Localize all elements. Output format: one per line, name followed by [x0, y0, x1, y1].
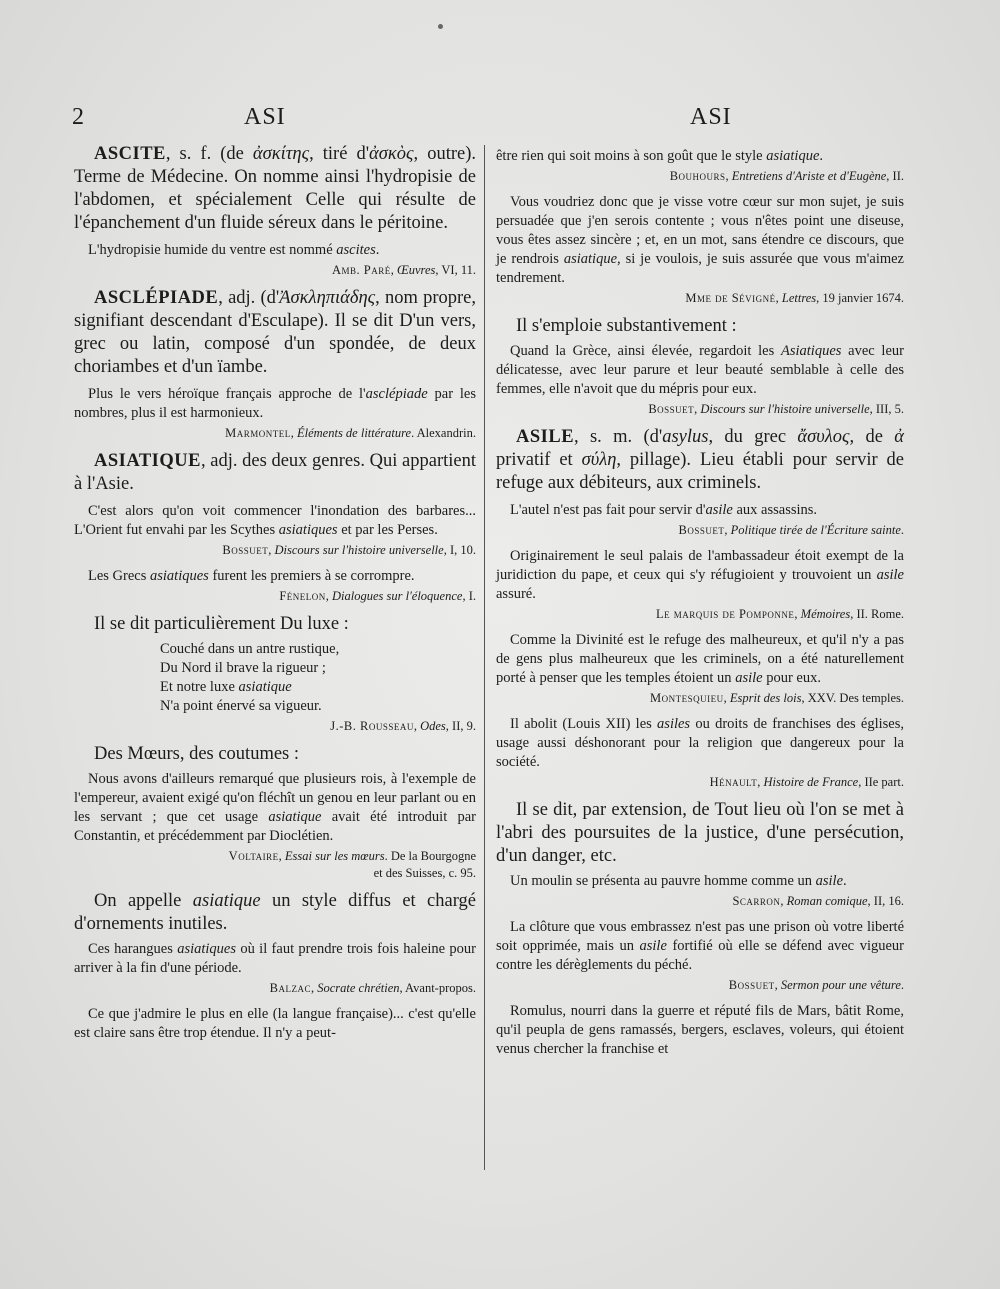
quotation: La clôture que vous embrassez n'est pas une prison où votre liberté soit opprimée, mais un asile fortifié où elle se défend avec vigueur contre les dérèglements du péché.: [496, 919, 904, 973]
citation: Amb. Paré, Œuvres, VI, 11.: [331, 263, 476, 277]
print-speck: [438, 24, 443, 29]
quotation: Un moulin se présenta au pauvre homme comme un asile.: [510, 873, 847, 889]
citation: Bossuet, Politique tirée de l'Écriture sainte.: [678, 523, 904, 537]
citation: Bouhours, Entretiens d'Ariste et d'Eugène, II.: [669, 169, 904, 183]
quotation: Ce que j'admire le plus en elle (la langue française)... c'est qu'elle est claire sans être trop étendue. Il n'y a peut-: [74, 1006, 476, 1041]
quotation: L'hydropisie humide du ventre est nommé ascites.: [88, 242, 380, 258]
entry-asile: ASILE, s. m. (d'asylus, du grec ἄσυλος, de ἀ privatif et σύλη, pillage). Lieu établi pour servir de refuge aux débiteurs, aux criminels.: [496, 427, 904, 493]
quotation: Nous avons d'ailleurs remarqué que plusieurs rois, à l'exemple de l'empereur, avaient exigé qu'on fléchît un genou en leur parlant ou en les servant ; que cet usage asiatique avait été introduit par Constantin, et précédemment par Dioclétien.: [74, 771, 476, 844]
citation: Scarron, Roman comique, II, 16.: [732, 894, 904, 908]
citation: Balzac, Socrate chrétien, Avant-propos.: [269, 981, 476, 995]
citation: Hénault, Histoire de France, IIe part.: [709, 775, 904, 789]
quotation: Plus le vers héroïque français approche de l'asclépiade par les nombres, plus il est harmonieux.: [74, 386, 476, 421]
sense-heading: Il s'emploie substantivement :: [516, 316, 737, 336]
quotation: être rien qui soit moins à son goût que le style asiatique.: [496, 148, 824, 164]
sense-heading: Des Mœurs, des coutumes :: [94, 744, 300, 764]
headword: ASCLÉPIADE: [94, 288, 219, 308]
entry-asiatique: ASIATIQUE, adj. des deux genres. Qui appartient à l'Asie.: [74, 451, 476, 494]
left-column: [74, 143, 476, 1044]
citation: Bossuet, Sermon pour une vêture.: [728, 978, 904, 992]
running-head-right: ASI: [690, 104, 732, 130]
citation: Fénelon, Dialogues sur l'éloquence, I.: [279, 589, 476, 603]
citation: Mme de Sévigné, Lettres, 19 janvier 1674.: [685, 291, 904, 305]
quotation: Quand la Grèce, ainsi élevée, regardoit les Asiatiques avec leur délicatesse, avec leur parure et leur beauté semblable à celle des femmes, elle n'avoit que du mépris pour eux.: [496, 343, 904, 397]
quotation: Il abolit (Louis XII) les asiles ou droits de franchises des églises, usage aussi déshonorant pour la religion que dangereux pour la société.: [496, 716, 904, 770]
column-rule: [484, 145, 485, 1170]
quotation: C'est alors qu'on voit commencer l'inondation des barbares... L'Orient fut envahi par les Scythes asiatiques et par les Perses.: [74, 503, 476, 538]
citation: Montesquieu, Esprit des lois, XXV. Des temples.: [650, 691, 904, 705]
sense-heading: Il se dit, par extension, de Tout lieu où l'on se met à l'abri des poursuites de la justice, d'une persécution, d'un danger, etc.: [496, 800, 904, 866]
quotation: Comme la Divinité est le refuge des malheureux, et qu'il n'y a pas de gens plus malheureux que les criminels, on a été naturellement porté à penser que les temples étoient un asile pour eux.: [496, 632, 904, 686]
page-number: 2: [72, 104, 84, 130]
quotation: L'autel n'est pas fait pour servir d'asile aux assassins.: [510, 502, 818, 518]
citation: Bossuet, Discours sur l'histoire universelle, I, 10.: [222, 543, 476, 557]
citation: J.-B. Rousseau, Odes, II, 9.: [330, 719, 476, 733]
quotation: Romulus, nourri dans la guerre et réputé fils de Mars, bâtit Rome, qu'il peupla de gens ramassés, bergers, esclaves, voleurs, qui étoient venus chercher la franchise et: [496, 1003, 904, 1057]
quotation: Ces harangues asiatiques où il faut prendre trois fois haleine pour arriver à la fin d'une période.: [74, 941, 477, 976]
citation: Bossuet, Discours sur l'histoire universelle, III, 5.: [648, 402, 904, 416]
quotation: Les Grecs asiatiques furent les premiers à se corrompre.: [88, 568, 415, 584]
sense-heading: Il se dit particulièrement Du luxe :: [94, 614, 349, 634]
running-head-left: ASI: [244, 104, 286, 130]
quotation: Originairement le seul palais de l'ambassadeur étoit exempt de la juridiction du pape, et ceux qui s'y réfugioient y trouvoient un asile assuré.: [496, 548, 904, 602]
entry-ascite: ASCITE, s. f. (de ἀσκίτης, tiré d'ἀσκὸς, outre). Terme de Médecine. On nomme ainsi l'hydropisie de l'abdomen, et spécialement Celle qui résulte de l'épanchement d'un fluide séreux dans le péritoine.: [74, 144, 476, 233]
headword: ASCITE: [94, 144, 166, 164]
citation: Marmontel, Éléments de littérature. Alexandrin.: [225, 426, 476, 440]
citation: Voltaire, Essai sur les mœurs. De la Bourgogne et des Suisses, c. 95.: [228, 849, 476, 880]
quotation: Vous voudriez donc que je visse votre cœur sur mon sujet, je suis persuadée que j'en serois contente ; vous n'êtes point une diseuse, vous êtes assez sincère ; et, en un mot, sans étendre ce discours, que je rendrois asiatique, si je voulois, je suis assurée que vous m'aimez tendrement.: [496, 194, 904, 286]
entry-asclepiade: ASCLÉPIADE, adj. (d'Ἀσκληπιάδης, nom propre, signifiant descendant d'Esculape). Il se dit D'un vers, grec ou latin, composé d'un spondée, de deux choriambes et d'un ïambe.: [74, 288, 476, 377]
right-column: [496, 143, 904, 1060]
headword: ASILE: [516, 427, 575, 447]
headword: ASIATIQUE: [94, 451, 201, 471]
sense-heading: On appelle asiatique un style diffus et chargé d'ornements inutiles.: [74, 891, 477, 934]
verse-quotation: Couché dans un antre rustique, Du Nord il brave la rigueur ; Et notre luxe asiatique N'a point énervé sa vigueur.: [160, 641, 340, 714]
citation: Le marquis de Pomponne, Mémoires, II. Rome.: [655, 607, 904, 621]
